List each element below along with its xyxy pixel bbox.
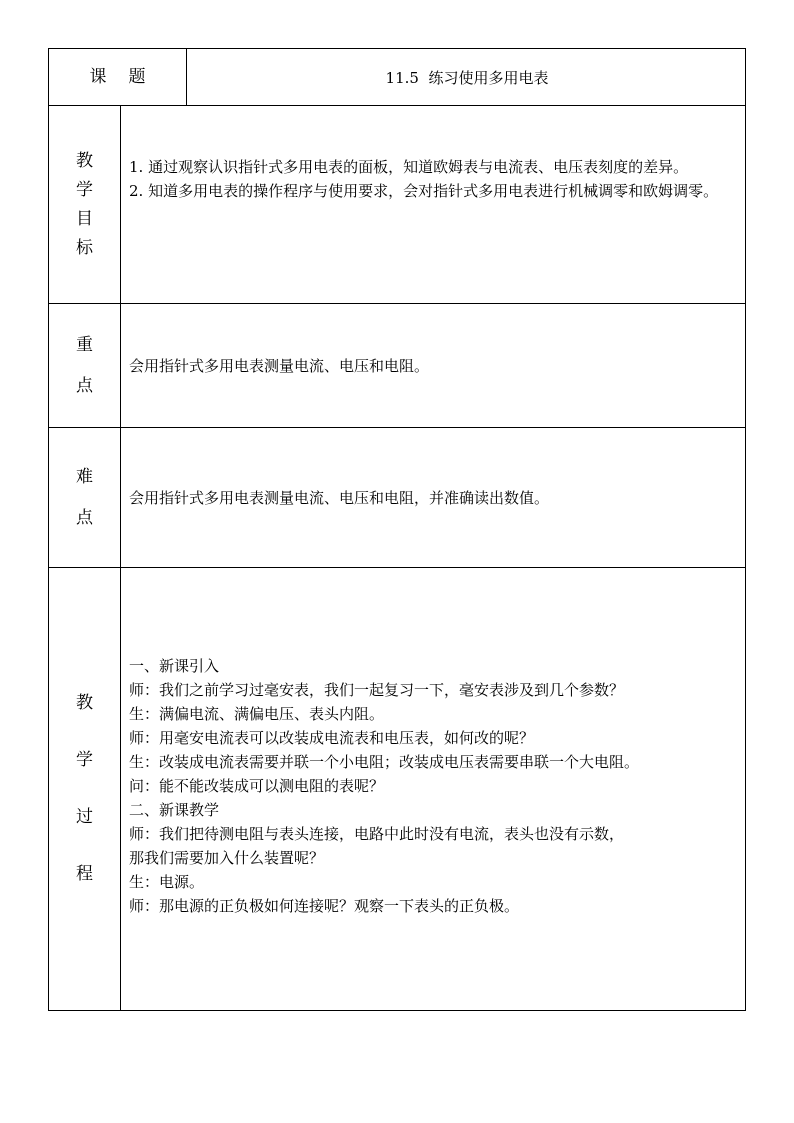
process-line: 生：改装成电流表需要并联一个小电阻；改装成电压表需要串联一个大电阻。 — [129, 753, 640, 771]
process-line: 师：我们之前学习过毫安表，我们一起复习一下，毫安表涉及到几个参数？ — [129, 681, 625, 699]
goals-label-char: 学 — [76, 179, 93, 200]
process-line: 生：满偏电流、满偏电压、表头内阻。 — [129, 705, 385, 723]
title-row — [49, 49, 745, 106]
process-label-char: 学 — [76, 750, 93, 770]
goals-label-char: 标 — [76, 237, 93, 258]
process-line: 那我们需要加入什么装置呢？ — [129, 849, 325, 867]
process-line: 师：那电源的正负极如何连接呢？观察一下表头的正负极。 — [129, 897, 520, 915]
topic-label-char: 课 — [89, 66, 107, 87]
difficulties-content — [121, 428, 745, 567]
lesson-title: 11.5 练习使用多用电表 — [385, 68, 549, 87]
key-points-row — [49, 304, 745, 428]
topic-label-char: 题 — [128, 66, 146, 87]
process-label-char: 过 — [76, 807, 93, 827]
difficulties-label — [49, 428, 121, 567]
goal-item: 1. 通过观察认识指针式多用电表的面板，知道欧姆表与电流表、电压表刻度的差异。 — [129, 158, 689, 176]
key-points-label-char: 点 — [76, 375, 93, 396]
process-label — [49, 568, 121, 1010]
process-line: 生：电源。 — [129, 873, 205, 891]
topic-label — [49, 49, 187, 105]
goals-row — [49, 106, 745, 304]
goals-label — [49, 106, 121, 303]
process-line: 一、新课引入 — [129, 657, 220, 675]
process-line: 二、新课教学 — [129, 801, 220, 819]
process-line: 师：我们把待测电阻与表头连接，电路中此时没有电流，表头也没有示数， — [129, 825, 625, 843]
goals-content — [121, 106, 745, 303]
process-row — [49, 568, 745, 1010]
goal-item: 2. 知道多用电表的操作程序与使用要求，会对指针式多用电表进行机械调零和欧姆调零。 — [129, 182, 719, 200]
difficulties-label-char: 点 — [76, 507, 93, 528]
goals-label-char: 教 — [76, 150, 93, 171]
process-line: 师：用毫安电流表可以改装成电流表和电压表，如何改的呢？ — [129, 729, 535, 747]
difficulties-label-char: 难 — [76, 466, 93, 487]
lesson-title-cell — [187, 49, 745, 105]
process-content — [121, 568, 745, 1010]
difficulties-text: 会用指针式多用电表测量电流、电压和电阻，并准确读出数值。 — [129, 488, 550, 507]
goals-label-char: 目 — [76, 208, 93, 229]
lesson-plan-table — [48, 48, 746, 1011]
key-points-label-char: 重 — [76, 334, 93, 355]
difficulties-row — [49, 428, 745, 568]
process-line: 问：能不能改装成可以测电阻的表呢？ — [129, 777, 385, 795]
key-points-label — [49, 304, 121, 427]
key-points-content — [121, 304, 745, 427]
key-points-text: 会用指针式多用电表测量电流、电压和电阻。 — [129, 356, 430, 375]
process-label-char: 程 — [76, 864, 93, 884]
process-label-char: 教 — [76, 693, 93, 713]
